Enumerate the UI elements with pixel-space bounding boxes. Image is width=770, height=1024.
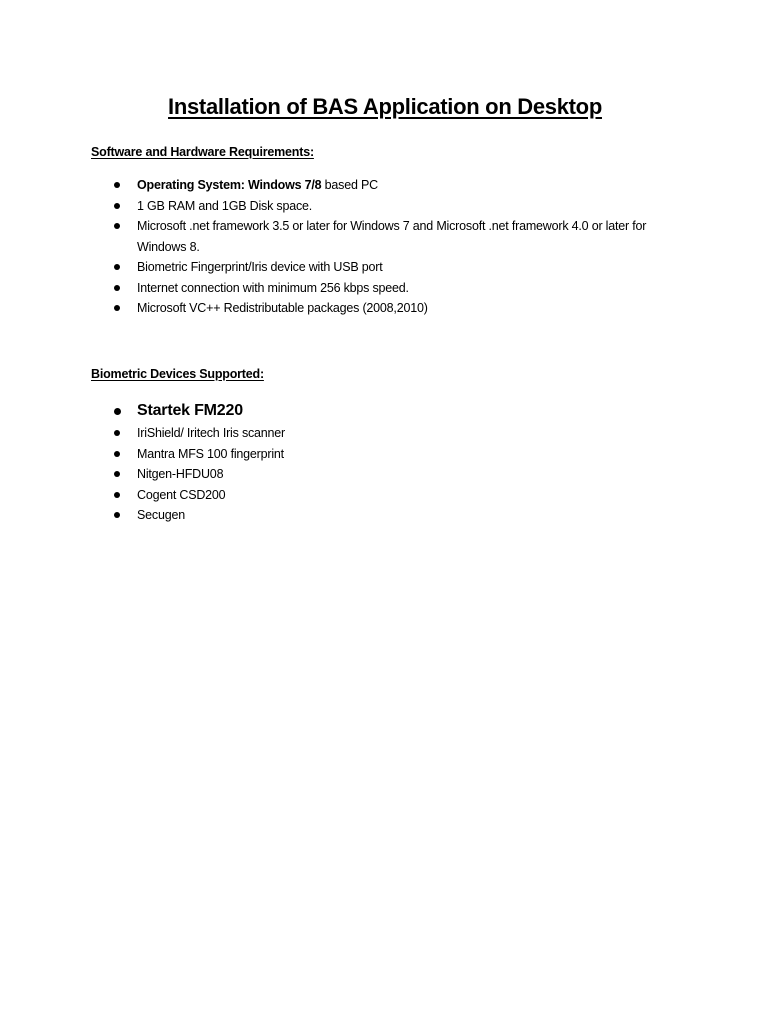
bullet-icon	[114, 492, 120, 498]
requirement-text: based PC	[321, 178, 378, 192]
requirement-text: Microsoft .net framework 3.5 or later for Windows 7 and Microsoft .net framework 4.0 or later for Windows 8.	[137, 219, 647, 254]
device-name: Mantra MFS 100 fingerprint	[137, 446, 284, 461]
bullet-icon	[114, 223, 120, 229]
requirements-heading: Software and Hardware Requirements:	[91, 145, 314, 159]
list-item	[0, 464, 770, 485]
list-item	[0, 278, 770, 299]
bullet-icon	[114, 264, 120, 270]
requirements-list	[0, 175, 770, 319]
list-item	[0, 298, 770, 319]
list-item	[0, 505, 770, 526]
list-item	[0, 400, 770, 422]
list-item	[0, 175, 770, 196]
bullet-icon	[114, 471, 120, 477]
device-name: Nitgen-HFDU08	[137, 467, 224, 481]
requirement-text: Biometric Fingerprint/Iris device with USB port	[137, 260, 383, 274]
device-name: Cogent CSD200	[137, 487, 226, 502]
bullet-icon	[114, 430, 120, 436]
list-item	[0, 216, 770, 257]
bullet-icon	[114, 305, 120, 311]
requirement-text: Microsoft VC++ Redistributable packages (2008,2010)	[137, 301, 428, 315]
list-item	[0, 423, 770, 444]
bullet-icon	[114, 182, 120, 188]
devices-heading: Biometric Devices Supported:	[91, 367, 264, 381]
device-name: Startek FM220	[137, 402, 243, 419]
list-item	[0, 485, 770, 506]
bullet-icon	[114, 408, 121, 415]
requirement-text: Internet connection with minimum 256 kbps speed.	[137, 280, 409, 295]
bullet-icon	[114, 203, 120, 209]
list-item	[0, 257, 770, 278]
devices-list	[0, 400, 770, 526]
requirement-text: 1 GB RAM and 1GB Disk space.	[137, 198, 313, 213]
device-name: Secugen	[137, 508, 185, 522]
requirement-bold-text: Operating System: Windows 7/8	[137, 178, 322, 192]
list-item	[0, 196, 770, 217]
list-item	[0, 444, 770, 465]
bullet-icon	[114, 451, 120, 457]
device-name: IriShield/ Iritech Iris scanner	[137, 426, 286, 440]
bullet-icon	[114, 512, 120, 518]
document-title: Installation of BAS Application on Desktop	[168, 94, 602, 119]
bullet-icon	[114, 285, 120, 291]
